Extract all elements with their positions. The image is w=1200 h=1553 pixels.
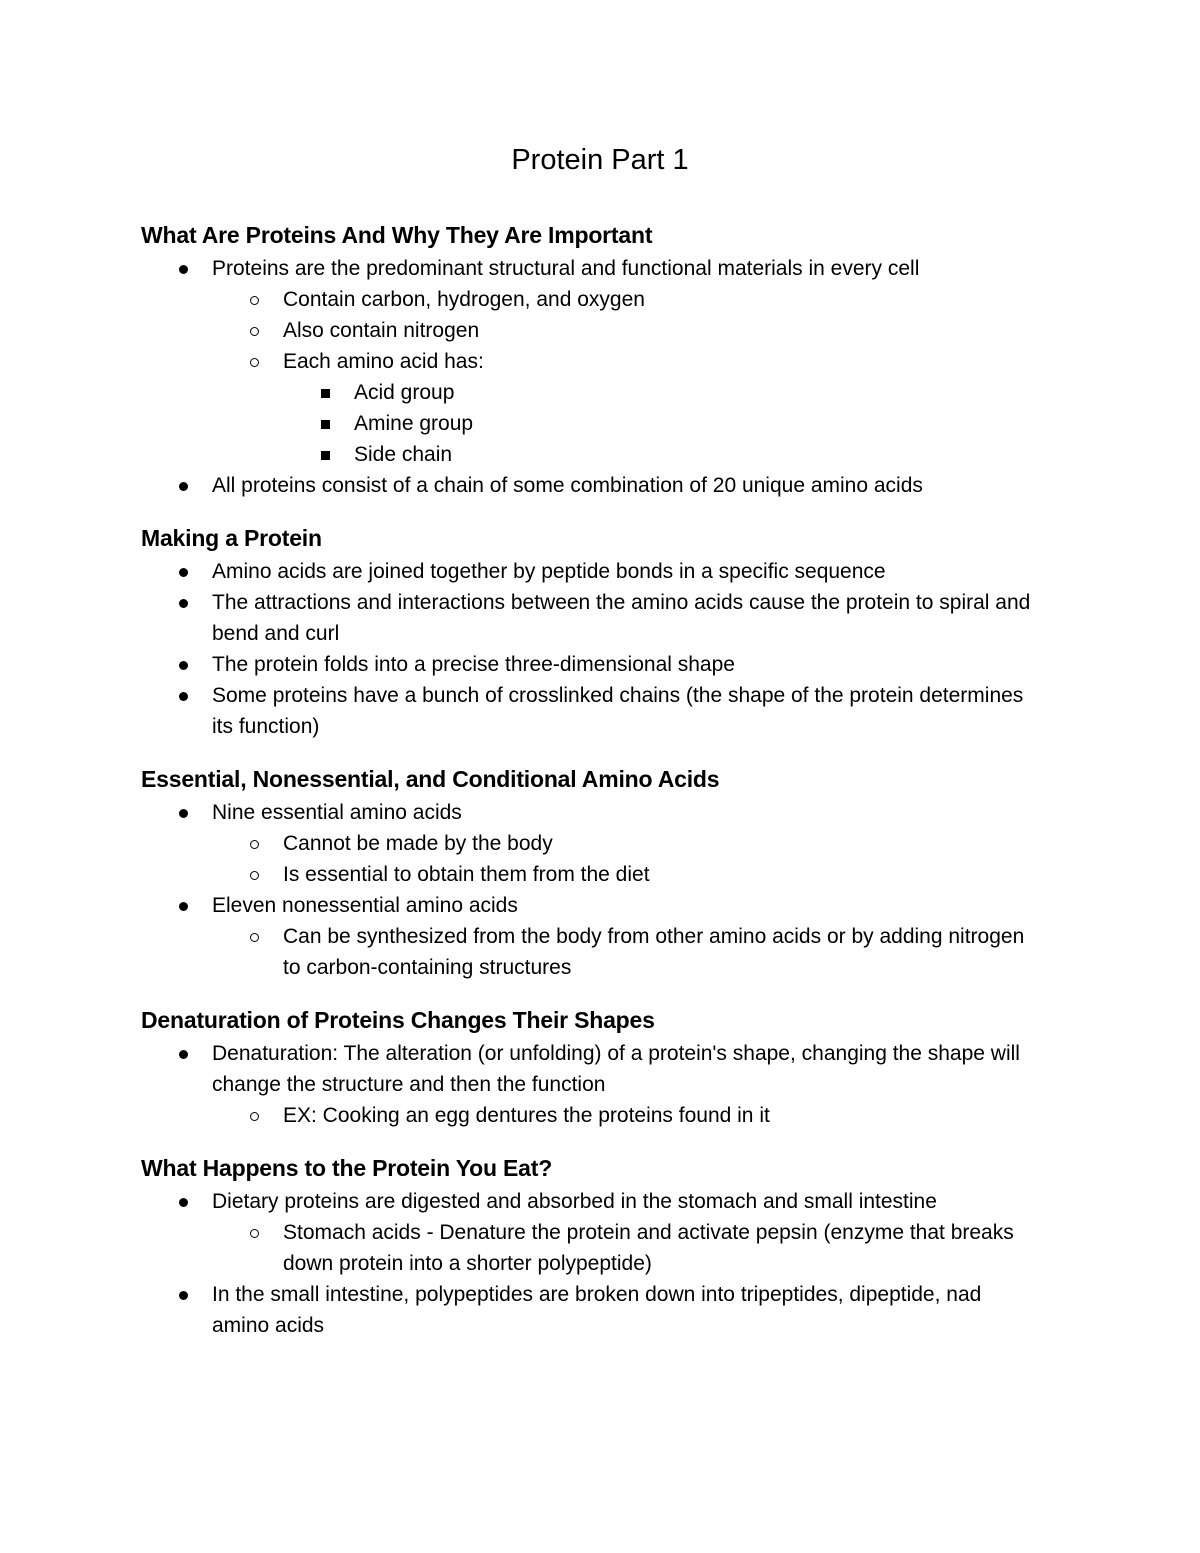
nested-list-container: [141, 284, 1041, 470]
list-item: [212, 1217, 1041, 1279]
bullet-disc-icon: [179, 661, 188, 670]
list-item-text: Side chain: [354, 443, 453, 466]
list-item-text: Is essential to obtain them from the diet: [283, 863, 650, 886]
bullet-circle-icon: [250, 1112, 259, 1121]
bullet-list-level-1: [141, 797, 1041, 983]
list-item-text: Dietary proteins are digested and absorbed in the stomach and small intestine: [212, 1190, 937, 1213]
bullet-disc-icon: [179, 692, 188, 701]
bullet-list-level-3: [283, 377, 1041, 470]
list-item: [212, 346, 1041, 377]
section-heading: Making a Protein: [141, 525, 322, 551]
list-item: [212, 315, 1041, 346]
list-item-text: The attractions and interactions between the amino acids cause the protein to spiral and bend and curl: [212, 591, 1031, 645]
list-item: [212, 828, 1041, 859]
list-item-text: Cannot be made by the body: [283, 832, 553, 855]
list-item: [141, 649, 1041, 680]
list-item: [141, 470, 1041, 501]
list-item: [212, 284, 1041, 315]
nested-list-container: [141, 828, 1041, 890]
list-item-text: Proteins are the predominant structural and functional materials in every cell: [212, 257, 920, 280]
bullet-circle-icon: [250, 358, 259, 367]
nested-list-container: [141, 921, 1041, 983]
list-item-text: Nine essential amino acids: [212, 801, 462, 824]
list-item: [141, 1279, 1041, 1341]
document-title: Protein Part 1: [511, 144, 689, 176]
nested-list-container: [212, 377, 1041, 470]
list-item: [141, 587, 1041, 649]
section-heading: What Happens to the Protein You Eat?: [141, 1155, 553, 1181]
section: [141, 1150, 1041, 1341]
nested-list-container: [141, 1100, 1041, 1131]
bullet-circle-icon: [250, 840, 259, 849]
list-item-text: EX: Cooking an egg dentures the proteins found in it: [283, 1104, 770, 1127]
list-item-text: Denaturation: The alteration (or unfolding) of a protein's shape, changing the shape will change the structure and then the function: [212, 1042, 1020, 1096]
list-item-text: Amino acids are joined together by peptide bonds in a specific sequence: [212, 560, 886, 583]
list-item-text: Amine group: [354, 412, 474, 435]
bullet-circle-icon: [250, 871, 259, 880]
bullet-disc-icon: [179, 1291, 188, 1300]
bullet-circle-icon: [250, 327, 259, 336]
bullet-list-level-1: [141, 253, 1041, 501]
bullet-square-icon: [321, 420, 330, 429]
nested-list-container: [141, 1217, 1041, 1279]
section-heading: Essential, Nonessential, and Conditional Amino Acids: [141, 766, 720, 792]
list-item-text: Contain carbon, hydrogen, and oxygen: [283, 288, 645, 311]
bullet-list-level-2: [212, 828, 1041, 890]
list-item-text: The protein folds into a precise three-dimensional shape: [212, 653, 735, 676]
bullet-list-level-2: [212, 1100, 1041, 1131]
bullet-square-icon: [321, 389, 330, 398]
bullet-list-level-1: [141, 556, 1041, 742]
section-heading: What Are Proteins And Why They Are Important: [141, 222, 653, 248]
bullet-circle-icon: [250, 1229, 259, 1238]
document-body: [141, 217, 1041, 1360]
bullet-list-level-2: [212, 921, 1041, 983]
bullet-disc-icon: [179, 809, 188, 818]
list-item-text: Can be synthesized from the body from other amino acids or by adding nitrogen to carbon-containing structures: [283, 925, 1025, 979]
list-item: [141, 890, 1041, 921]
list-item: [141, 797, 1041, 828]
list-item-text: In the small intestine, polypeptides are broken down into tripeptides, dipeptide, nad amino acids: [212, 1283, 982, 1337]
bullet-list-level-1: [141, 1038, 1041, 1131]
section-heading: Denaturation of Proteins Changes Their Shapes: [141, 1007, 655, 1033]
bullet-disc-icon: [179, 902, 188, 911]
bullet-circle-icon: [250, 296, 259, 305]
bullet-circle-icon: [250, 933, 259, 942]
section: [141, 1002, 1041, 1131]
bullet-list-level-2: [212, 1217, 1041, 1279]
list-item-text: Acid group: [354, 381, 455, 404]
list-item-text: Eleven nonessential amino acids: [212, 894, 518, 917]
bullet-disc-icon: [179, 265, 188, 274]
bullet-disc-icon: [179, 1198, 188, 1207]
list-item-text: Also contain nitrogen: [283, 319, 480, 342]
bullet-list-level-1: [141, 1186, 1041, 1341]
list-item: [141, 1186, 1041, 1217]
section: [141, 761, 1041, 983]
bullet-disc-icon: [179, 482, 188, 491]
list-item: [212, 921, 1041, 983]
list-item: [283, 408, 1041, 439]
section: [141, 217, 1041, 501]
bullet-disc-icon: [179, 599, 188, 608]
list-item: [141, 253, 1041, 284]
list-item-text: Stomach acids - Denature the protein and activate pepsin (enzyme that breaks down protein into a shorter polypeptide): [283, 1221, 1014, 1275]
list-item: [212, 1100, 1041, 1131]
list-item: [141, 556, 1041, 587]
list-item: [212, 859, 1041, 890]
list-item: [283, 439, 1041, 470]
list-item-text: Each amino acid has:: [283, 350, 484, 373]
bullet-list-level-2: [212, 284, 1041, 470]
list-item: [283, 377, 1041, 408]
list-item-text: All proteins consist of a chain of some combination of 20 unique amino acids: [212, 474, 923, 497]
bullet-square-icon: [321, 451, 330, 460]
list-item: [141, 680, 1041, 742]
bullet-disc-icon: [179, 568, 188, 577]
list-item-text: Some proteins have a bunch of crosslinked chains (the shape of the protein determines its function): [212, 684, 1024, 738]
section: [141, 520, 1041, 742]
bullet-disc-icon: [179, 1050, 188, 1059]
list-item: [141, 1038, 1041, 1100]
